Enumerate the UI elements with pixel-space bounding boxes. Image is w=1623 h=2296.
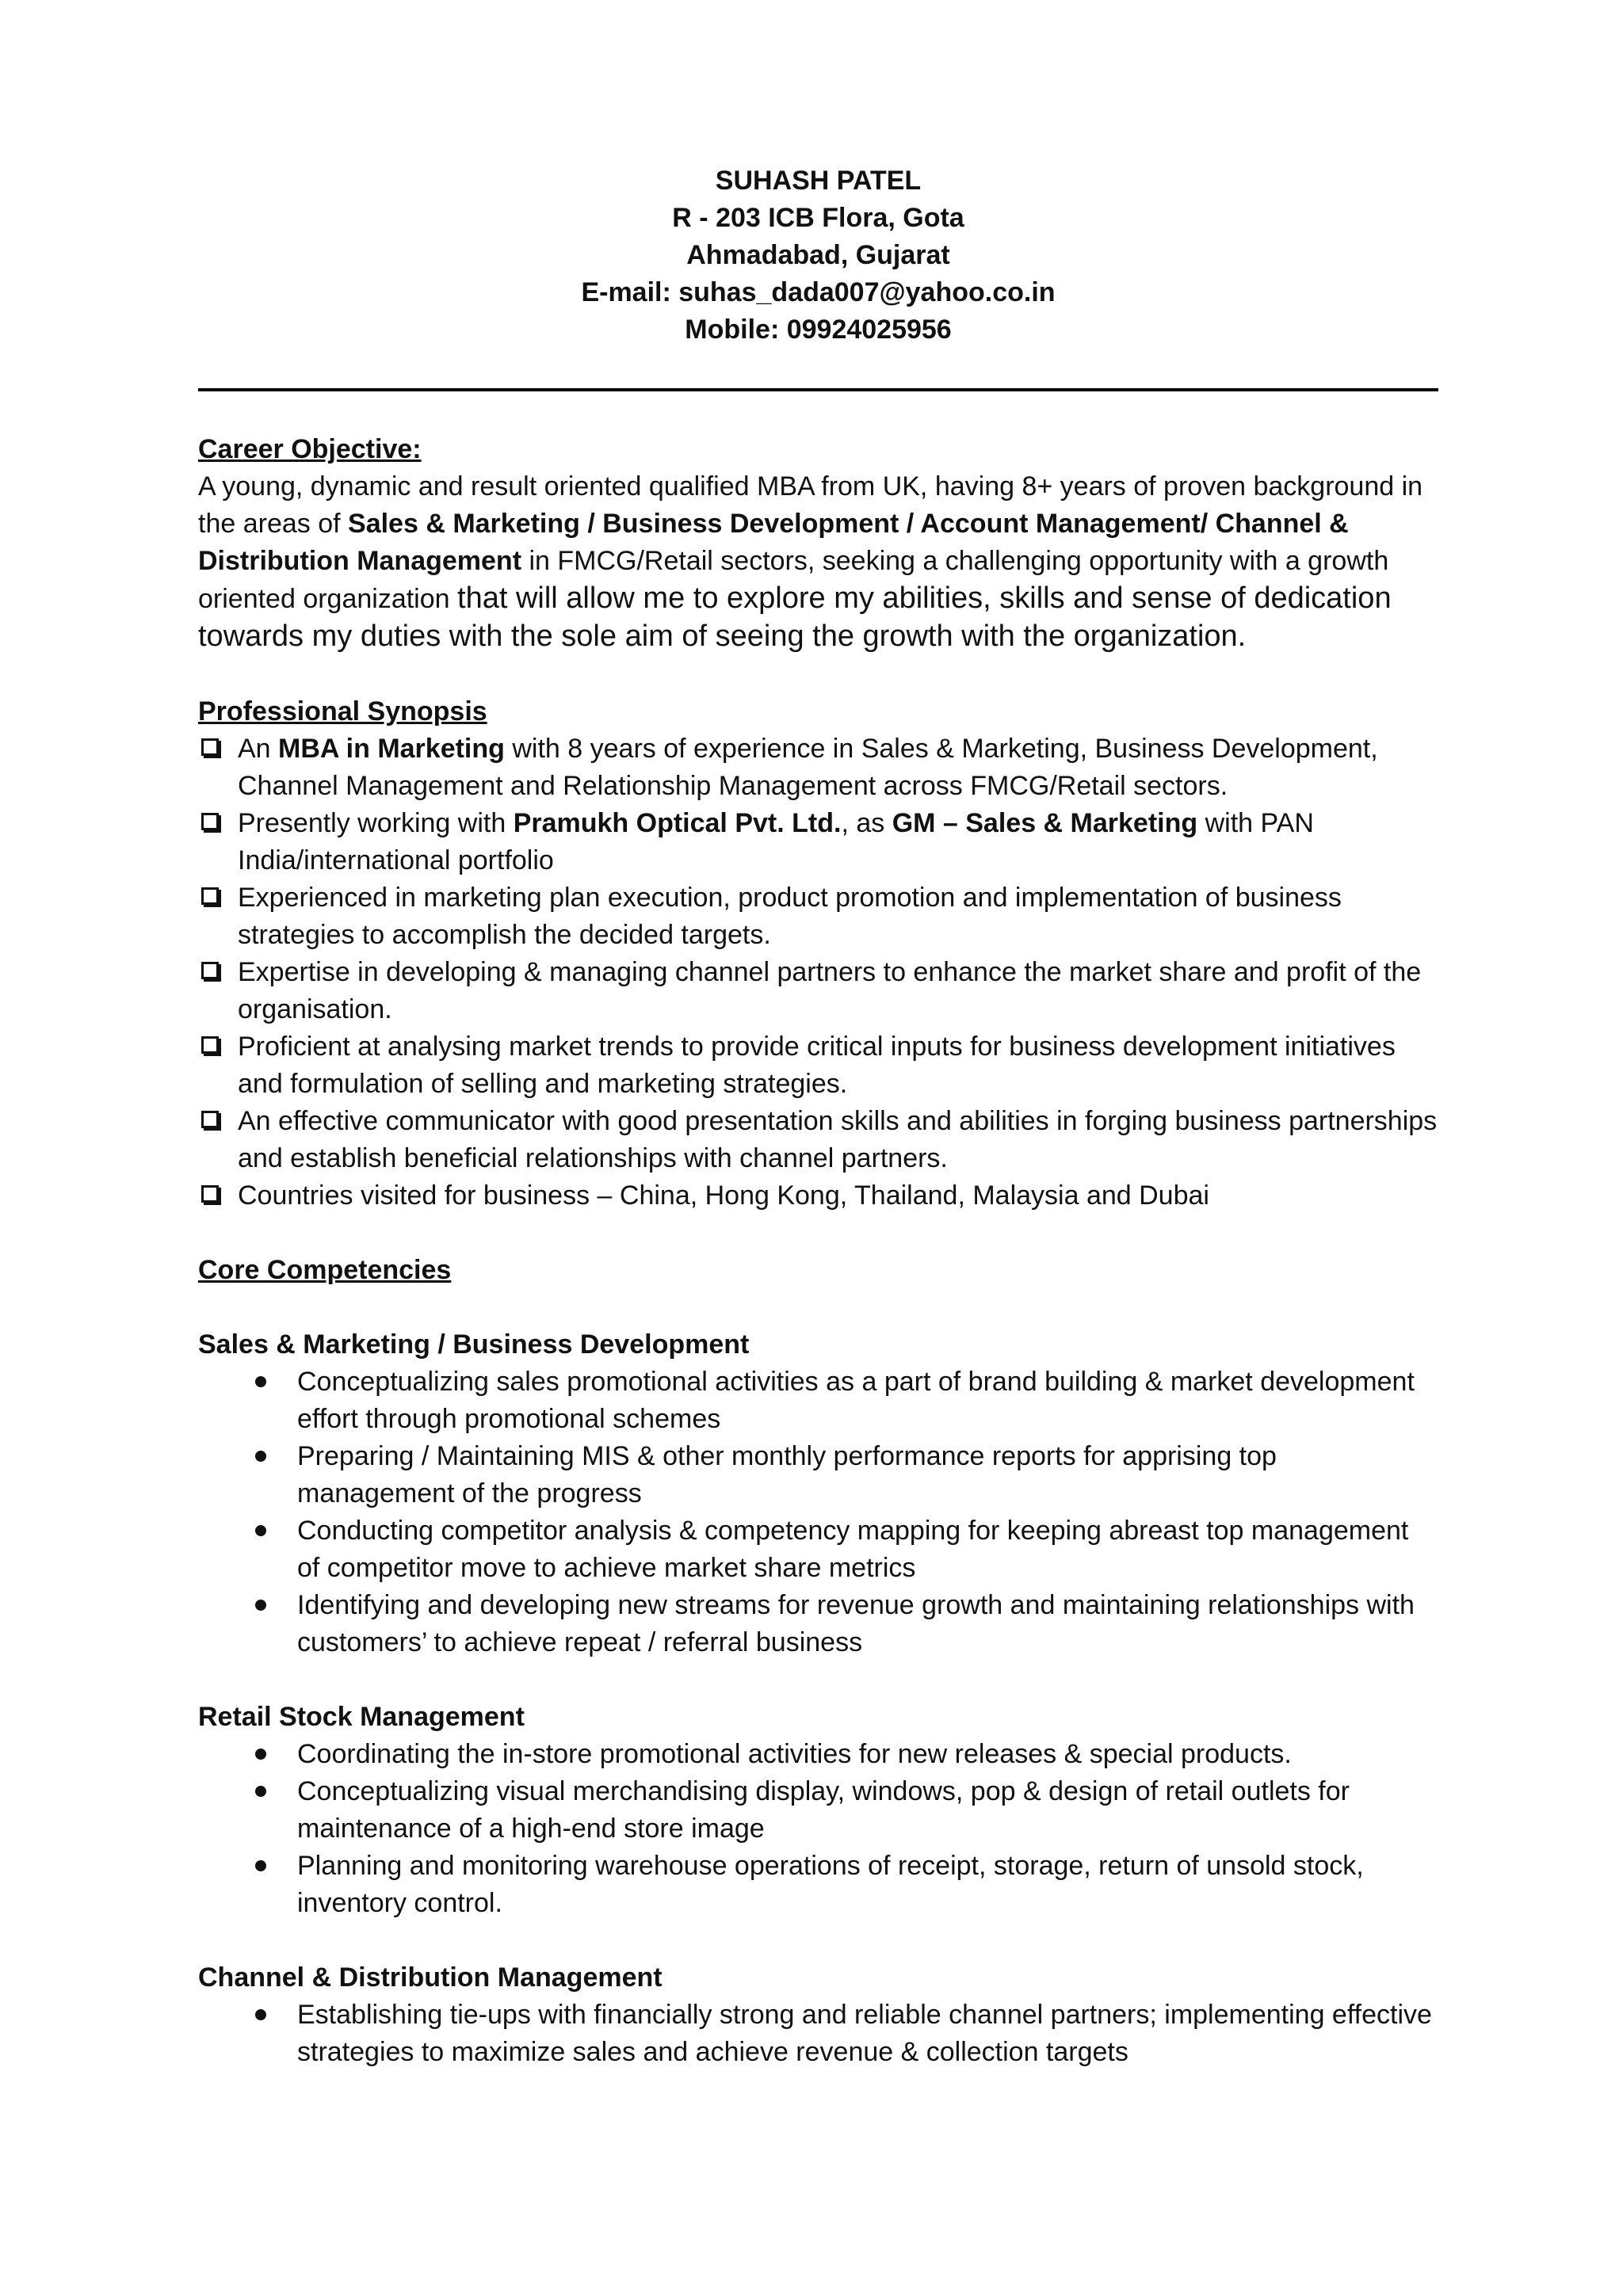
spacer <box>198 1661 1438 1699</box>
sales-subsection-title: Sales & Marketing / Business Development <box>198 1329 750 1360</box>
professional-synopsis-section <box>198 693 1438 1215</box>
objective-bold-areas: Sales & Marketing / Business Development / Account Management/ Channel & Distribution Management <box>198 509 1349 576</box>
bullet-dot-icon <box>255 1749 266 1760</box>
list-item <box>198 1773 1438 1848</box>
synopsis-item <box>198 1028 1438 1103</box>
list-item <box>198 1587 1438 1661</box>
list-item <box>198 1736 1438 1773</box>
synopsis-item <box>198 730 1438 805</box>
retail-list <box>198 1736 1438 1922</box>
synopsis-item <box>198 1177 1438 1215</box>
objective-part-3: that will allow me to explore my abilities, skills and sense of dedication towards my duties with the sole aim of seeing the growth with the organization. <box>198 582 1392 653</box>
retail-subsection-title: Retail Stock Management <box>198 1702 525 1732</box>
checkbox-bullet-icon <box>201 1111 219 1128</box>
synopsis-item <box>198 954 1438 1028</box>
channel-list <box>198 1997 1438 2071</box>
synopsis-title: Professional Synopsis <box>198 696 487 727</box>
core-competencies-section <box>198 1252 1438 2071</box>
spacer <box>198 1922 1438 1959</box>
list-item-text: Establishing tie-ups with financially strong and reliable channel partners; implementing effective strategies to maximize sales and achieve revenue & collection targets <box>297 2000 1432 2067</box>
synopsis-item <box>198 805 1438 879</box>
list-item-text: Preparing / Maintaining MIS & other monthly performance reports for apprising top management of the progress <box>297 1441 1277 1508</box>
bullet-dot-icon <box>255 1525 266 1536</box>
synopsis-item-text: Proficient at analysing market trends to provide critical inputs for business development initiatives and formulation of selling and marketing strategies. <box>238 1032 1396 1099</box>
synopsis-item-text: with 8 years of experience in Sales & Marketing, Business Development, Channel Management and Relationship Management across FMCG/Retail sectors. <box>238 734 1378 801</box>
list-item-text: Identifying and developing new streams for revenue growth and maintaining relationships with customers’ to achieve repeat / referral business <box>297 1590 1415 1657</box>
bullet-dot-icon <box>255 1451 266 1462</box>
list-item-text: Conceptualizing visual merchandising display, windows, pop & design of retail outlets for maintenance of a high-end store image <box>297 1776 1350 1844</box>
job-title: GM – Sales & Marketing <box>892 808 1198 838</box>
objective-part-2: in FMCG/Retail sectors, seeking a challenging opportunity with a growth oriented organization <box>198 546 1389 614</box>
synopsis-item <box>198 879 1438 954</box>
synopsis-item-text: with PAN India/international portfolio <box>238 808 1314 875</box>
spacer <box>198 656 1438 693</box>
bullet-dot-icon <box>255 1376 266 1387</box>
list-item <box>198 1848 1438 1922</box>
list-item-text: Planning and monitoring warehouse operations of receipt, storage, return of unsold stock, inventory control. <box>297 1851 1364 1918</box>
synopsis-item-text: An effective communicator with good presentation skills and abilities in forging business partnerships and establish beneficial relationships with channel partners. <box>238 1106 1438 1173</box>
header-divider <box>198 388 1438 391</box>
career-objective-text <box>198 468 1438 656</box>
list-item <box>198 1512 1438 1587</box>
checkbox-bullet-icon <box>201 887 219 905</box>
bullet-dot-icon <box>255 2009 266 2020</box>
synopsis-item-text: An <box>238 734 279 764</box>
checkbox-bullet-icon <box>201 738 219 756</box>
address-line-1: R - 203 ICB Flora, Gota <box>672 203 964 233</box>
spacer <box>198 1289 1438 1326</box>
list-item <box>198 1438 1438 1512</box>
bullet-dot-icon <box>255 1600 266 1611</box>
core-competencies-title: Core Competencies <box>198 1255 452 1285</box>
channel-subsection-title: Channel & Distribution Management <box>198 1962 663 1993</box>
mobile-line: Mobile: 09924025956 <box>685 315 952 345</box>
resume-header <box>198 162 1438 349</box>
objective-part-1: A young, dynamic and result oriented qualified MBA from UK, having 8+ years of proven background in the areas of <box>198 471 1423 539</box>
resume-page <box>198 162 1438 2071</box>
list-item-text: Coordinating the in-store promotional activities for new releases & special products. <box>297 1739 1292 1769</box>
checkbox-bullet-icon <box>201 813 219 830</box>
synopsis-item-text: Expertise in developing & managing channel partners to enhance the market share and profit of the organisation. <box>238 957 1422 1024</box>
list-item-text: Conceptualizing sales promotional activities as a part of brand building & market development effort through promotional schemes <box>297 1367 1415 1434</box>
list-item <box>198 1363 1438 1438</box>
checkbox-bullet-icon <box>201 1036 219 1054</box>
sales-list <box>198 1363 1438 1661</box>
synopsis-item <box>198 1103 1438 1177</box>
list-item <box>198 1997 1438 2071</box>
bullet-dot-icon <box>255 1786 266 1797</box>
synopsis-list <box>198 730 1438 1215</box>
list-item-text: Conducting competitor analysis & competency mapping for keeping abreast top management of competitor move to achieve market share metrics <box>297 1516 1409 1583</box>
checkbox-bullet-icon <box>201 1185 219 1203</box>
company-name: Pramukh Optical Pvt. Ltd. <box>513 808 842 838</box>
synopsis-item-text: Countries visited for business – China, Hong Kong, Thailand, Malaysia and Dubai <box>238 1180 1209 1211</box>
career-objective-title: Career Objective: <box>198 434 422 464</box>
address-line-2: Ahmadabad, Gujarat <box>686 240 950 270</box>
spacer <box>198 1215 1438 1252</box>
candidate-name: SUHASH PATEL <box>715 166 922 196</box>
synopsis-item-text: , as <box>841 808 892 838</box>
bullet-dot-icon <box>255 1860 266 1871</box>
synopsis-item-bold: MBA in Marketing <box>278 734 505 764</box>
email-line: E-mail: suhas_dada007@yahoo.co.in <box>581 277 1056 307</box>
synopsis-item-text: Experienced in marketing plan execution, product promotion and implementation of business strategies to accomplish the decided targets. <box>238 883 1342 950</box>
career-objective-section <box>198 431 1438 656</box>
synopsis-item-text: Presently working with <box>238 808 514 838</box>
checkbox-bullet-icon <box>201 962 219 979</box>
